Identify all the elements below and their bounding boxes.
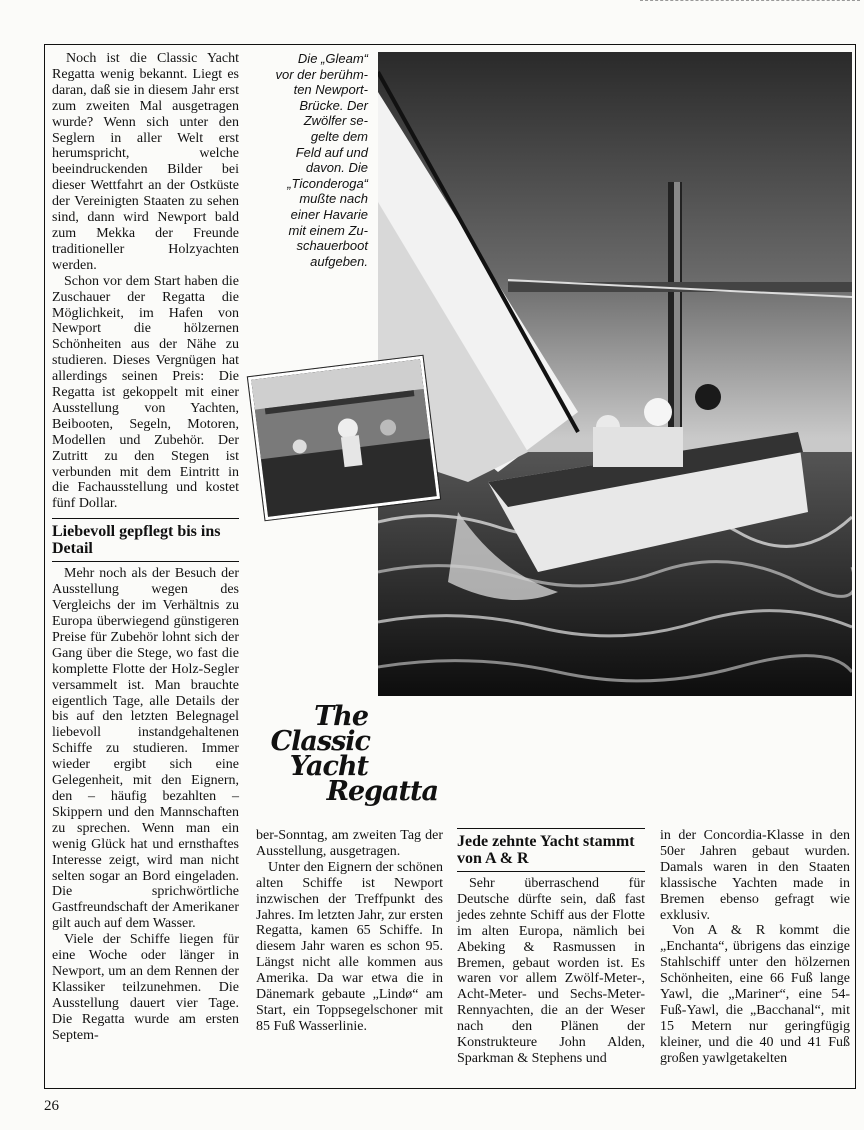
inset-photo-illustration	[251, 359, 437, 517]
col3-paragraph-1: Sehr überraschend für Deutsche dürfte sein, daß fast jedes zehnte Schiff aus der Flotte im alten Europa, nämlich bei Abeking & Rasmussen in Bremen, gebaut worden ist. Es waren vor allem Zwölf-Meter-, Acht-Meter- und Sechs-Meter-Rennyachten, die an der Weser nach den Plänen der Konstrukteure John Alden, Sparkman & Stephens und	[457, 876, 645, 1066]
col1-paragraph-3: Mehr noch als der Besuch der Ausstellung wegen des Vergleichs der im Verhältnis zu Europa überwiegend günstigeren Preise für Zubehör lohnt sich der Gang über die Stege, wo fast die komplette Flotte der Holz-Segler versammelt ist. Man brauchte eigentlich Tage, alle Details der bis auf den letzten Belegnagel liebevoll instandgehaltenen Schiffe zu studieren. Immer wieder ergibt sich eine Gelegenheit, mit den Eignern, den – häufig bezahlten – Skippern und den Mannschaften zu sprechen. Wenn man ein wenig Glück hat und ernsthaftes Interesse zeigt, wird man nicht selten sogar an Bord eingeladen. Die sprichwörtliche Gastfreundschaft der Amerikaner gilt auch auf dem Wasser.	[52, 566, 239, 932]
col4-paragraph-2: Von A & R kommt die „Enchanta“, übrigens das einzige Stahlschiff unter den hölzernen Schönheiten, eine 66 Fuß lange Yawl, die „Mariner“, eine 54-Fuß-Yawl, die „Bacchanal“, mit 15 Metern nur geringfügig kleiner, und die 40 und 41 Fuß großen yawlgetakelten	[660, 923, 850, 1066]
page-number: 26	[44, 1098, 59, 1114]
logo-line: Yacht	[289, 751, 368, 782]
caption-line: ten Newport-	[293, 82, 368, 98]
caption-line: mit einem Zu-	[288, 222, 368, 238]
caption-line: Brücke. Der	[299, 97, 368, 113]
col2-paragraph-2: Unter den Eignern der schönen alten Schiffe ist Newport inzwischen der Treffpunkt des Jahres. Im letzten Jahr, zur ersten Regatta, kamen 65 Schiffe. In diesem Jahr waren es schon 95. Längst nicht alle kommen aus Amerika. Da war etwa die in Dänemark gebaute „Lindø“ am Start, ein Toppsegelschoner mit 85 Fuß Wasserlinie.	[256, 859, 443, 1034]
article-column-2	[256, 828, 443, 1035]
article-column-1	[52, 51, 239, 1043]
regatta-logo	[248, 701, 438, 807]
article-column-3	[457, 828, 645, 1067]
caption-line: Feld auf und	[295, 144, 368, 160]
section-heading-jede-zehnte: Jede zehnte Yacht stammt von A & R	[457, 833, 635, 867]
section-rule	[457, 871, 645, 872]
photo-caption	[268, 51, 368, 269]
logo-line: The	[314, 701, 368, 732]
yacht-photo-illustration	[378, 52, 852, 696]
section-rule	[457, 828, 645, 829]
caption-line: vor der berühm-	[275, 66, 368, 82]
col1-paragraph-1: Noch ist die Classic Yacht Regatta wenig bekannt. Liegt es daran, daß sie in diesem Jahr erst zum zweiten Mal ausgetragen wurde? Wenn sich unter den Seglern in aller Welt erst herumspricht, welche beeindruckenden Bilder bei dieser Wettfahrt an der Ostküste der Vereinigten Staaten zu sehen sind, dann wird Newport bald zum Mekka der Freunde traditioneller Holzyachten werden.	[52, 51, 239, 273]
caption-line: Die „Gleam“	[297, 51, 368, 66]
page-frame-top	[44, 44, 856, 45]
article-column-4	[660, 828, 850, 1067]
main-yacht-photo	[378, 52, 852, 696]
caption-line: einer Havarie	[290, 206, 368, 222]
col4-paragraph-1: in der Concordia-Klasse in den 50er Jahren gebaut wurden. Damals waren in den Staaten klassische Yachten made in Bremen ebenso gefragt wie exklusiv.	[660, 828, 850, 923]
col2-paragraph-1: ber-Sonntag, am zweiten Tag der Ausstellung, ausgetragen.	[256, 828, 443, 859]
inset-harbor-photo	[248, 356, 440, 520]
col1-paragraph-2: Schon vor dem Start haben die Zuschauer der Regatta die Möglichkeit, im Hafen von Newport die hölzernen Schönheiten aus der Nähe zu studieren. Dieses Vergnügen hat allerdings seinen Preis: Die Regatta ist gekoppelt mit einer Ausstellung von Yachten, Beibooten, Segeln, Motoren, Modellen und Zubehör. Der Zutritt zu den Stegen ist verbunden mit dem Eintritt in die Fachausstellung und kostet fünf Dollar.	[52, 273, 239, 512]
col1-paragraph-4: Viele der Schiffe liegen für eine Woche oder länger in Newport, um an dem Rennen der Klassiker teilzunehmen. Die Ausstellung dauert vier Tage. Die Regatta wurde am ersten Septem-	[52, 932, 239, 1043]
section-rule	[52, 518, 239, 519]
caption-line: schauerboot	[296, 238, 368, 254]
page-frame-left	[44, 44, 45, 1088]
caption-line: „Ticonderoga“	[287, 175, 368, 191]
page-frame-right	[855, 44, 856, 1088]
caption-line: aufgeben.	[310, 253, 368, 269]
logo-line: Classic	[270, 726, 370, 757]
caption-line: gelte dem	[310, 128, 368, 144]
caption-line: davon. Die	[305, 160, 368, 176]
scan-edge-mark	[640, 0, 860, 1]
section-heading-liebevoll: Liebevoll gepflegt bis ins Detail	[52, 523, 221, 558]
logo-line: Regatta	[326, 776, 438, 807]
page-frame-bottom	[44, 1088, 856, 1089]
caption-line: mußte nach	[299, 191, 368, 207]
caption-line: Zwölfer se-	[303, 113, 368, 129]
section-rule	[52, 561, 239, 562]
